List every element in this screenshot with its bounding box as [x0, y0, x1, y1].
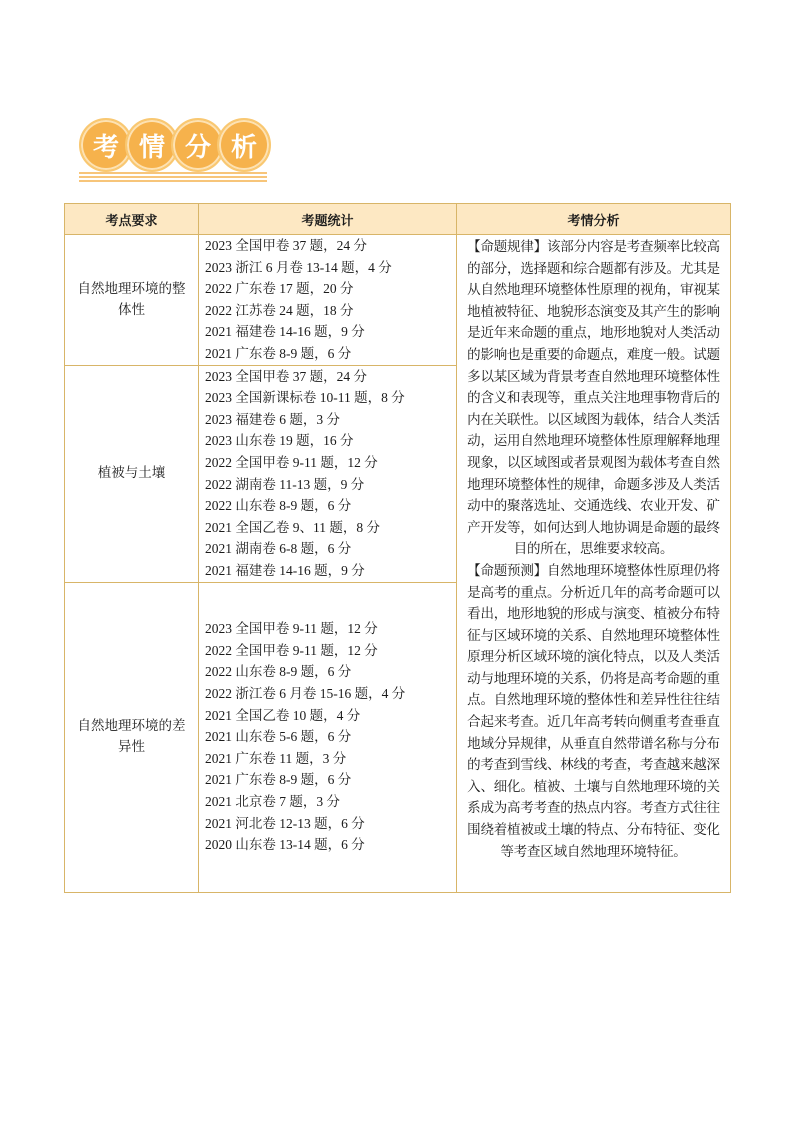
stat-line: 2021 福建卷 14-16 题，9 分	[205, 324, 365, 340]
analysis-cell	[457, 235, 731, 893]
stat-line: 2022 山东卷 8-9 题，6 分	[205, 498, 352, 514]
topic-cell: 自然地理环境的差异性	[65, 582, 199, 892]
header-analysis: 考情分析	[457, 204, 731, 235]
stat-line: 2023 全国甲卷 9-11 题，12 分	[205, 621, 378, 637]
stat-line: 2022 全国甲卷 9-11 题，12 分	[205, 454, 378, 470]
analysis-pattern: 【命题规律】该部分内容是考查频率比较高的部分，选择题和综合题都有涉及。尤其是从自然地理环境整体性原理的视角，审视某地植被特征、地貌形态演变及其产生的影响是近年来命题的重点，地形地貌对人类活动的影响也是重要的命题点，难度一般。试题多以某区域为背景考查自然地理环境整体性的含义和表现等，重点关注地理事物背后的内在关联性。以区域图为载体，结合人类活动，运用自然地理环境整体性原理解释地理现象，以区域图或者景观图为载体考查自然地理环境整体性的规律，命题多涉及人类活动中的聚落选址、交通选线、农业开发、矿产开发等，如何达到人地协调是命题的最终目的所在，思维要求较高。	[467, 239, 720, 558]
stat-line: 2022 全国甲卷 9-11 题，12 分	[205, 642, 378, 658]
topic-cell: 植被与土壤	[65, 365, 199, 582]
stat-line: 2022 湖南卷 11-13 题，9 分	[205, 476, 365, 492]
stat-line: 2021 广东卷 11 题，3 分	[205, 750, 347, 766]
title-char: 情	[125, 118, 179, 172]
title-char: 考	[79, 118, 133, 172]
stats-cell	[199, 582, 457, 892]
stats-cell	[199, 365, 457, 582]
title-char: 析	[217, 118, 271, 172]
stat-line: 2021 湖南卷 6-8 题，6 分	[205, 541, 352, 557]
topic-cell: 自然地理环境的整体性	[65, 235, 199, 366]
analysis-prediction: 【命题预测】自然地理环境整体性原理仍将是高考的重点。分析近几年的高考命题可以看出，地形地貌的形成与演变、植被分布特征与区域环境的关系、自然地理环境整体性原理分析区域环境的演化特点，以及人类活动与地理环境的关系，仍将是高考命题的重点。自然地理环境的整体性和差异性往往结合起来考查。近几年高考转向侧重考查垂直地域分异规律，从垂直自然带谱名称与分布的考查到雪线、林线的考查，考查越来越深入、细化。植被、土壤与自然地理环境的关系成为高考考查的热点内容。考查方式往往围绕着植被或土壤的特点、分布特征、变化等考查区域自然地理环境特征。	[467, 562, 720, 860]
stat-line: 2021 山东卷 5-6 题，6 分	[205, 729, 352, 745]
stat-line: 2021 全国乙卷 9、11 题，8 分	[205, 519, 380, 535]
stat-line: 2023 全国新课标卷 10-11 题，8 分	[205, 390, 405, 406]
stat-line: 2021 广东卷 8-9 题，6 分	[205, 772, 352, 788]
stat-line: 2021 全国乙卷 10 题，4 分	[205, 707, 361, 723]
stats-cell	[199, 235, 457, 366]
stat-line: 2021 北京卷 7 题，3 分	[205, 793, 340, 809]
stat-line: 2022 浙江卷 6 月卷 15-16 题，4 分	[205, 686, 406, 702]
stat-line: 2023 全国甲卷 37 题，24 分	[205, 368, 367, 384]
stat-line: 2021 福建卷 14-16 题，9 分	[205, 562, 365, 578]
stat-line: 2022 广东卷 17 题，20 分	[205, 281, 354, 297]
table-header-row	[65, 204, 731, 235]
header-topic: 考点要求	[65, 204, 199, 235]
stat-line: 2021 河北卷 12-13 题，6 分	[205, 815, 365, 831]
header-stats: 考题统计	[199, 204, 457, 235]
title-underline	[79, 172, 267, 184]
stat-line: 2023 浙江 6 月卷 13-14 题，4 分	[205, 259, 392, 275]
section-title-badge	[77, 118, 277, 178]
exam-analysis-table	[64, 203, 731, 893]
stat-line: 2023 全国甲卷 37 题，24 分	[205, 238, 367, 253]
stat-line: 2021 广东卷 8-9 题，6 分	[205, 345, 352, 361]
table-row	[65, 235, 731, 366]
stat-line: 2020 山东卷 13-14 题，6 分	[205, 837, 365, 853]
stat-line: 2023 福建卷 6 题，3 分	[205, 411, 340, 427]
stat-line: 2023 山东卷 19 题，16 分	[205, 433, 354, 449]
stat-line: 2022 山东卷 8-9 题，6 分	[205, 664, 352, 680]
stat-line: 2022 江苏卷 24 题，18 分	[205, 302, 354, 318]
title-char: 分	[171, 118, 225, 172]
